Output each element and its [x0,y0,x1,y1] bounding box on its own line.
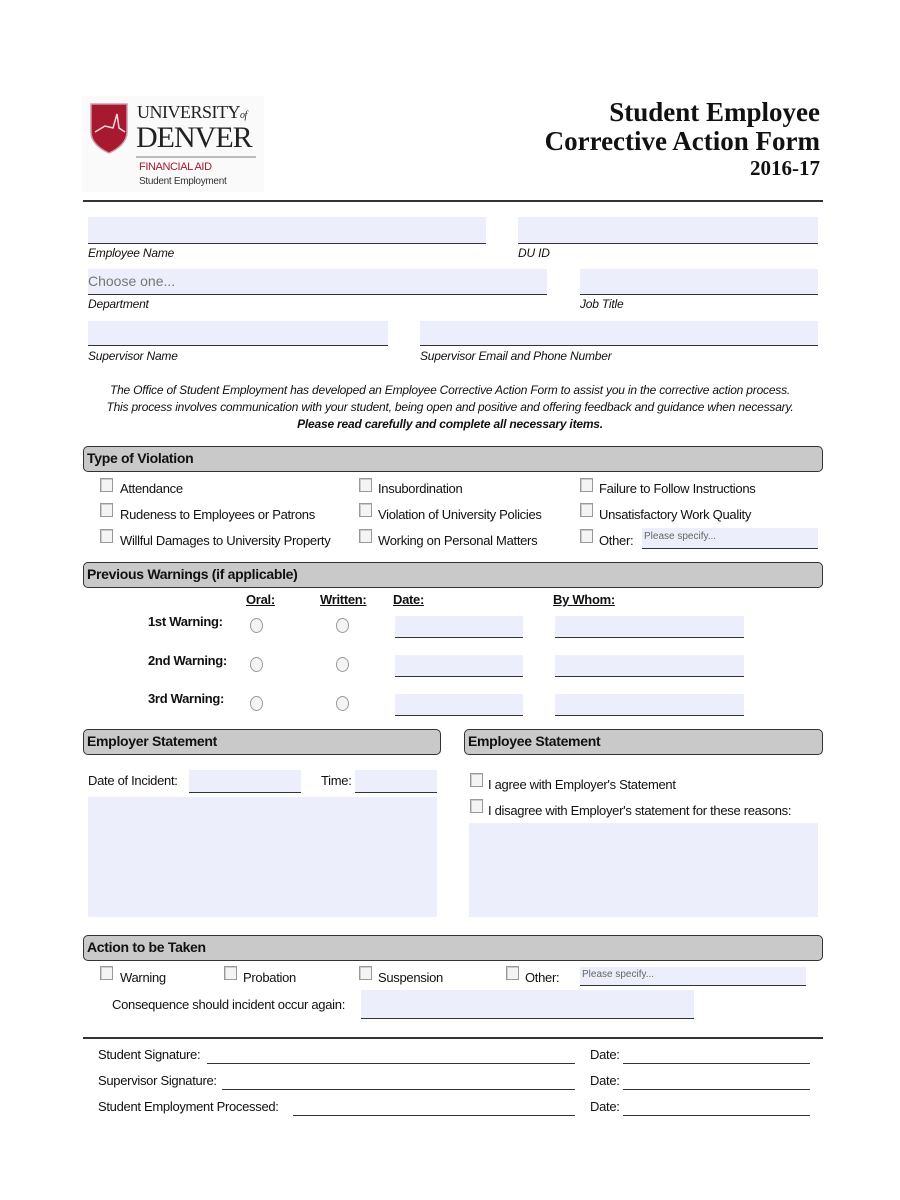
title-line2: Corrective Action Form [544,126,820,156]
student-signature-label: Student Signature: [98,1047,201,1062]
col-by-whom: By Whom: [553,592,615,607]
other-action-input[interactable]: Please specify... [580,967,806,986]
warning-3-oral-radio[interactable] [250,696,263,711]
processed-date-label: Date: [590,1099,620,1114]
warning-2-date-input[interactable] [395,655,523,677]
label-work-quality: Unsatisfactory Work Quality [599,507,752,522]
agree-checkbox[interactable] [470,773,483,787]
employee-statement-textarea[interactable] [469,823,818,917]
warning-2-written-radio[interactable] [336,657,349,672]
intro-line2: This process involves communication with your student, being open and positive and offering feedback and guidance when necessary. [106,400,794,414]
checkbox-warning[interactable] [100,966,113,980]
job-title-label: Job Title [580,297,624,311]
supervisor-signature-input[interactable] [222,1089,575,1090]
consequence-input[interactable] [361,990,694,1019]
label-failure-instructions: Failure to Follow Instructions [599,481,756,496]
student-signature-input[interactable] [207,1063,575,1064]
supervisor-contact-label: Supervisor Email and Phone Number [420,349,612,363]
warning-1-date-input[interactable] [395,616,523,638]
student-date-input[interactable] [623,1063,810,1064]
checkbox-other-action[interactable] [506,966,519,980]
student-date-label: Date: [590,1047,620,1062]
supervisor-contact-input[interactable] [420,321,818,346]
label-probation: Probation [243,970,296,985]
department-label: Department [88,297,149,311]
other-violation-input[interactable]: Please specify... [642,528,818,549]
checkbox-suspension[interactable] [359,966,372,980]
employer-statement-header: Employer Statement [83,729,441,755]
disagree-checkbox[interactable] [470,799,483,813]
warning-1-label: 1st Warning: [148,614,223,629]
employee-statement-header: Employee Statement [464,729,823,755]
shield-icon [89,102,129,154]
logo-university: UNIVERSITY [137,102,240,122]
warnings-header: Previous Warnings (if applicable) [83,562,823,588]
intro-line3: Please read carefully and complete all necessary items. [297,417,603,431]
checkbox-probation[interactable] [224,966,237,980]
checkbox-policy-violation[interactable] [359,503,372,517]
time-input[interactable] [355,770,437,793]
label-other-action: Other: [525,970,560,985]
checkbox-willful-damages[interactable] [100,529,113,543]
divider [83,200,823,202]
intro-line1: The Office of Student Employment has developed an Employee Corrective Action Form to assist you in the corrective action process. [109,383,791,397]
supervisor-date-label: Date: [590,1073,620,1088]
col-date: Date: [393,592,425,607]
date-of-incident-input[interactable] [189,770,301,793]
label-warning: Warning [120,970,166,985]
warning-3-by-whom-input[interactable] [555,694,744,716]
employee-name-label: Employee Name [88,246,175,260]
label-personal-matters: Working on Personal Matters [378,533,538,548]
title-year: 2016-17 [750,156,820,180]
logo-of: of [240,110,247,121]
label-suspension: Suspension [378,970,443,985]
divider [83,1037,823,1039]
label-willful-damages: Willful Damages to University Property [120,533,331,548]
supervisor-signature-label: Supervisor Signature: [98,1073,217,1088]
processed-date-input[interactable] [623,1115,810,1116]
time-label: Time: [321,773,352,788]
violation-header: Type of Violation [83,446,823,472]
du-id-label: DU ID [518,246,550,260]
job-title-input[interactable] [580,269,818,295]
du-id-input[interactable] [518,217,818,244]
action-header: Action to be Taken [83,935,823,961]
title-line1: Student Employee [609,97,820,127]
checkbox-work-quality[interactable] [580,503,593,517]
checkbox-attendance[interactable] [100,478,113,492]
checkbox-other-violation[interactable] [580,529,593,543]
warning-3-label: 3rd Warning: [148,691,225,706]
agree-label: I agree with Employer's Statement [488,777,676,792]
warning-2-by-whom-input[interactable] [555,655,744,677]
department-select[interactable] [88,269,547,295]
disagree-label: I disagree with Employer's statement for these reasons: [488,803,792,818]
checkbox-failure-instructions[interactable] [580,478,593,492]
warning-3-written-radio[interactable] [336,696,349,711]
university-logo [82,96,264,192]
label-insubordination: Insubordination [378,481,463,496]
label-rudeness: Rudeness to Employees or Patrons [120,507,315,522]
warning-3-date-input[interactable] [395,694,523,716]
logo-sub: Student Employment [139,176,227,187]
warning-1-by-whom-input[interactable] [555,616,744,638]
logo-dept: FINANCIAL AID [139,161,212,173]
checkbox-personal-matters[interactable] [359,529,372,543]
warning-2-oral-radio[interactable] [250,657,263,672]
warning-2-label: 2nd Warning: [148,653,227,668]
supervisor-name-label: Supervisor Name [88,349,178,363]
label-policy-violation: Violation of University Policies [378,507,542,522]
processed-label: Student Employment Processed: [98,1099,279,1114]
label-other-violation: Other: [599,533,634,548]
col-written: Written: [320,592,367,607]
department-value: Choose one... [88,273,176,289]
supervisor-name-input[interactable] [88,321,388,346]
employee-name-input[interactable] [88,217,486,244]
consequence-label: Consequence should incident occur again: [112,997,346,1012]
date-of-incident-label: Date of Incident: [88,773,178,788]
processed-input[interactable] [293,1115,575,1116]
col-oral: Oral: [246,592,275,607]
warning-1-oral-radio[interactable] [250,618,263,633]
label-attendance: Attendance [120,481,183,496]
checkbox-rudeness[interactable] [100,503,113,517]
warning-1-written-radio[interactable] [336,618,349,633]
checkbox-insubordination[interactable] [359,478,372,492]
logo-denver: DENVER [136,121,252,154]
employer-statement-textarea[interactable] [88,797,437,917]
supervisor-date-input[interactable] [623,1089,810,1090]
